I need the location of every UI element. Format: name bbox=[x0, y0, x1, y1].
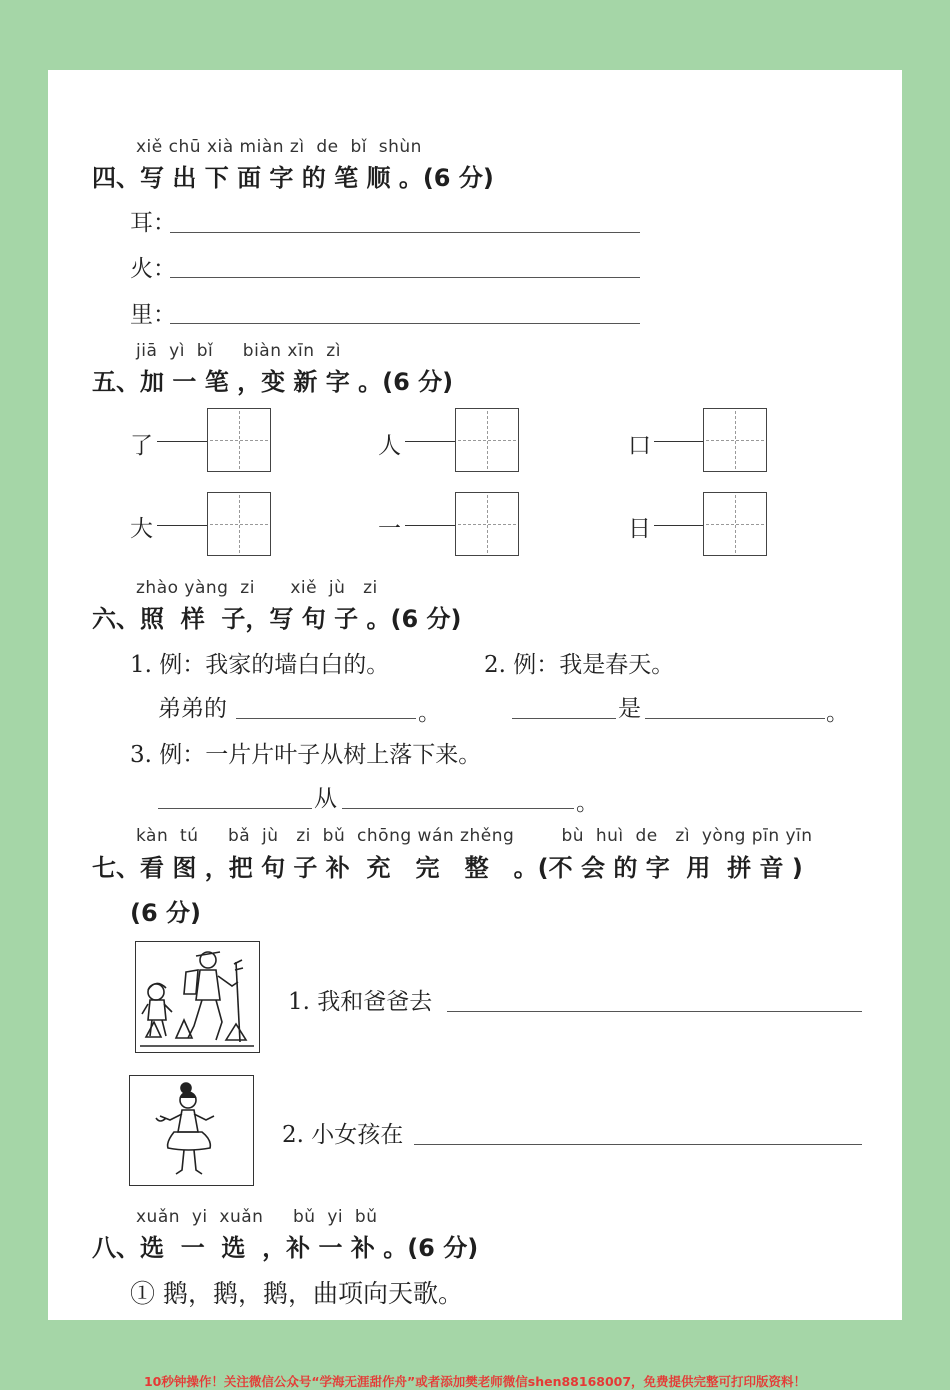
period: 。 bbox=[826, 700, 849, 726]
char-da: 大 bbox=[130, 516, 153, 542]
answer-box-yi[interactable] bbox=[455, 492, 519, 556]
section5-heading: 五、加 一 笔 ，变 新 字 。(6 分) bbox=[92, 368, 454, 396]
dancing-girl-picture bbox=[129, 1075, 254, 1186]
answer-box-le[interactable] bbox=[207, 408, 271, 472]
answer-line-6-3b[interactable] bbox=[342, 808, 574, 809]
section8-heading: 八、选 一 选 ，补 一 补 。(6 分) bbox=[92, 1234, 479, 1262]
section4-pinyin: xiě chū xià miàn zì de bǐ shùn bbox=[136, 137, 422, 157]
char-kou: 口 bbox=[628, 433, 651, 459]
cong-char: 从 bbox=[314, 786, 337, 812]
shi-char: 是 bbox=[618, 696, 641, 722]
section5-pinyin: jiā yì bǐ biàn xīn zì bbox=[136, 341, 341, 361]
connector-line bbox=[157, 525, 208, 526]
char-ren: 人 bbox=[378, 433, 401, 459]
dancing-girl-illustration bbox=[130, 1076, 252, 1184]
answer-line-fire[interactable] bbox=[170, 277, 640, 278]
answer-box-ren[interactable] bbox=[455, 408, 519, 472]
section7-heading: 七、看 图 ，把 句 子 补 充 完 整 。(不 会 的 字 用 拼 音 ) bbox=[92, 854, 803, 882]
example-2: 2. 例：我是春天。 bbox=[484, 652, 675, 678]
connector-line bbox=[157, 441, 208, 442]
char-ri: 日 bbox=[628, 516, 651, 542]
answer-box-ri[interactable] bbox=[703, 492, 767, 556]
section4-heading: 四、写 出 下 面 字 的 笔 顺 。(6 分) bbox=[92, 164, 494, 192]
connector-line bbox=[654, 441, 705, 442]
period: 。 bbox=[418, 700, 441, 726]
section6-pinyin: zhào yàng zi xiě jù zi bbox=[136, 578, 378, 598]
section7-score: (6 分) bbox=[130, 899, 201, 927]
question-8-1: ① 鹅，鹅，鹅，曲项向天歌。 bbox=[130, 1279, 463, 1308]
question-7-1: 1. 我和爸爸去 bbox=[288, 989, 433, 1015]
footer-promo: 10秒钟操作！关注微信公众号“学海无涯甜作舟”或者添加樊老师微信shen88168007，免费提供完整可打印版资料！ bbox=[143, 1374, 807, 1389]
section7-pinyin: kàn tú bǎ jù zi bǔ chōng wán zhěng bù huì de zì yòng pīn yīn bbox=[136, 826, 813, 846]
section6-heading: 六、照 样 子，写 句 子 。(6 分) bbox=[92, 605, 462, 633]
hiking-illustration bbox=[136, 942, 258, 1051]
answer-line-ear[interactable] bbox=[170, 232, 640, 233]
stroke-item-li: 里： bbox=[130, 302, 176, 328]
connector-line bbox=[405, 441, 456, 442]
answer-box-kou[interactable] bbox=[703, 408, 767, 472]
answer-line-7-2[interactable] bbox=[414, 1144, 862, 1145]
connector-line bbox=[405, 525, 456, 526]
char-yi: 一 bbox=[378, 516, 401, 542]
answer-box-da[interactable] bbox=[207, 492, 271, 556]
stroke-item-fire: 火： bbox=[130, 256, 176, 282]
answer-line-7-1[interactable] bbox=[447, 1011, 862, 1012]
answer-line-6-2a[interactable] bbox=[512, 718, 616, 719]
answer-line-6-3a[interactable] bbox=[158, 808, 312, 809]
question-7-2: 2. 小女孩在 bbox=[282, 1122, 404, 1148]
example-1: 1. 例：我家的墙白白的。 bbox=[130, 652, 390, 678]
hiking-picture bbox=[135, 941, 260, 1053]
didi-prefix: 弟弟的 bbox=[158, 696, 227, 722]
answer-line-6-2b[interactable] bbox=[645, 718, 825, 719]
char-le: 了 bbox=[130, 433, 153, 459]
connector-line bbox=[654, 525, 705, 526]
section8-pinyin: xuǎn yi xuǎn bǔ yi bǔ bbox=[136, 1207, 378, 1227]
answer-line-li[interactable] bbox=[170, 323, 640, 324]
period: 。 bbox=[576, 790, 599, 816]
example-3: 3. 例：一片片叶子从树上落下来。 bbox=[130, 742, 482, 768]
answer-line-6-1[interactable] bbox=[236, 718, 416, 719]
stroke-item-ear: 耳： bbox=[130, 210, 176, 236]
